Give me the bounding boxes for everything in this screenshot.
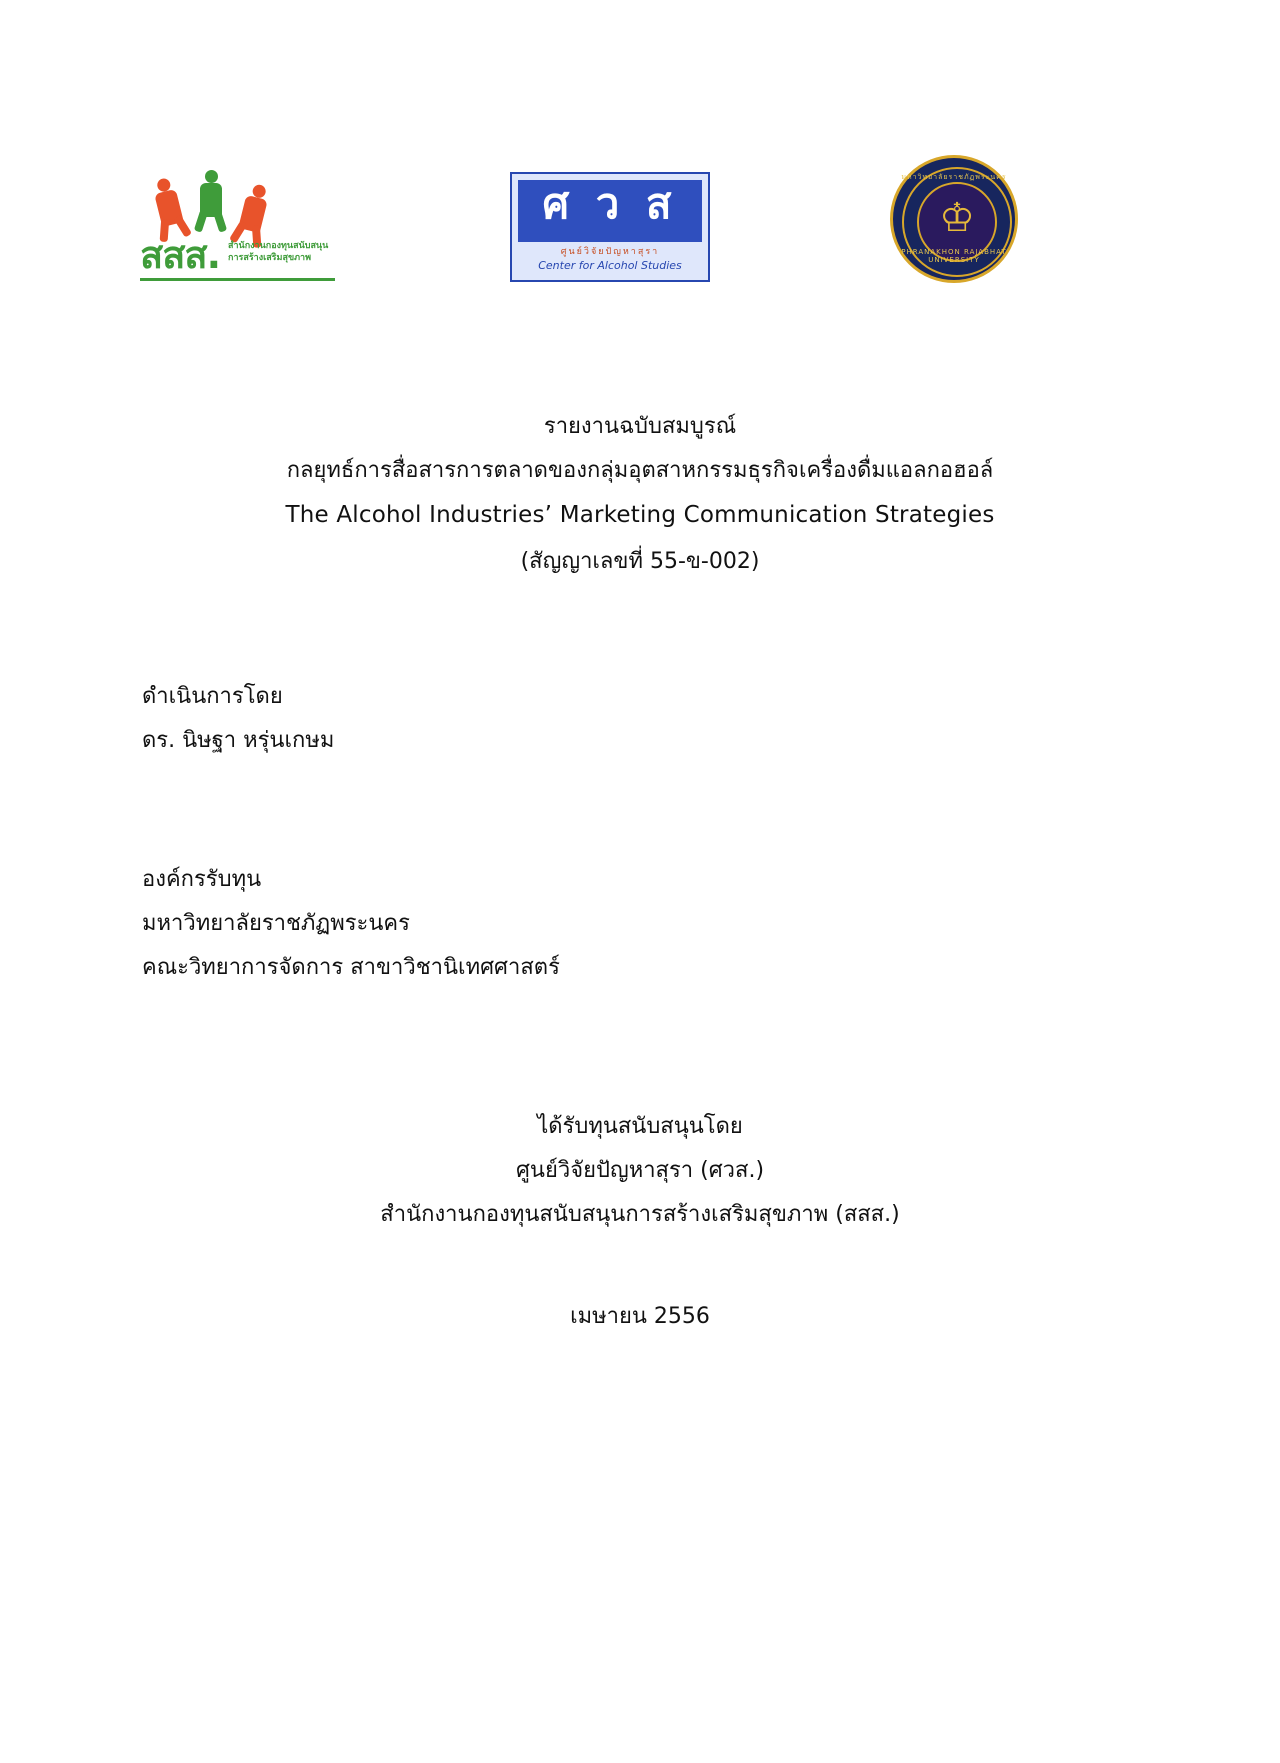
pnru-seal: [890, 150, 1020, 300]
crown-emblem-icon: ♔: [939, 195, 975, 241]
contract-number-block: [0, 540, 1280, 584]
contract-number: (สัญญาเลขที่ 55-ข-002): [520, 549, 760, 574]
thaihealth-rule: [140, 278, 335, 281]
english-title: The Alcohol Industries’ Marketing Communication Strategies: [285, 502, 995, 528]
thaihealth-tagline-line1: สำนักงานกองทุนสนับสนุน: [228, 241, 329, 251]
thaihealth-logo: [140, 170, 335, 290]
title-block: [0, 405, 1280, 537]
cas-logo: [510, 172, 710, 282]
thaihealth-wordmark: สสส.: [140, 233, 221, 277]
thaihealth-figures-icon: [140, 170, 335, 242]
seal-top-text: มหาวิทยาลัยราชภัฏพระนคร: [901, 173, 1007, 181]
organization-line2: คณะวิทยาการจัดการ สาขาวิชานิเทศศาสตร์: [142, 955, 560, 980]
seal-bottom-text: PHRANAKHON RAJABHAT UNIVERSITY: [901, 248, 1007, 264]
publication-date-block: [0, 1295, 1280, 1339]
author-label: ดำเนินการโดย: [142, 684, 283, 709]
funder-block: [0, 1105, 1280, 1237]
author-name: ดร. นิษฐา หรุ่นเกษม: [142, 728, 335, 753]
organization-line1: มหาวิทยาลัยราชภัฏพระนคร: [142, 911, 410, 936]
organization-block: [142, 858, 560, 990]
cas-thai-mark: ศ ว ส: [542, 179, 678, 228]
funder-line1: ศูนย์วิจัยปัญหาสุรา (ศวส.): [515, 1158, 765, 1183]
organization-label: องค์กรรับทุน: [142, 867, 262, 892]
author-block: [142, 675, 334, 763]
seal-outer-ring: [890, 155, 1018, 283]
funder-label: ได้รับทุนสนับสนุนโดย: [537, 1114, 743, 1139]
thaihealth-tagline-line2: การสร้างเสริมสุขภาพ: [228, 253, 312, 264]
report-type: รายงานฉบับสมบูรณ์: [543, 414, 737, 439]
thai-title: กลยุทธ์การสื่อสารการตลาดของกลุ่มอุตสาหกรรมธุรกิจเครื่องดื่มแอลกอฮอล์: [286, 458, 994, 483]
funder-line2: สำนักงานกองทุนสนับสนุนการสร้างเสริมสุขภาพ (สสส.): [380, 1202, 900, 1227]
cas-thai-subtitle: ศูนย์วิจัยปัญหาสุรา: [560, 247, 660, 257]
thaihealth-tagline: [228, 240, 338, 264]
publication-date: เมษายน 2556: [570, 1304, 710, 1329]
cas-english-subtitle: Center for Alcohol Studies: [538, 259, 682, 272]
logo-row: [130, 150, 1150, 310]
